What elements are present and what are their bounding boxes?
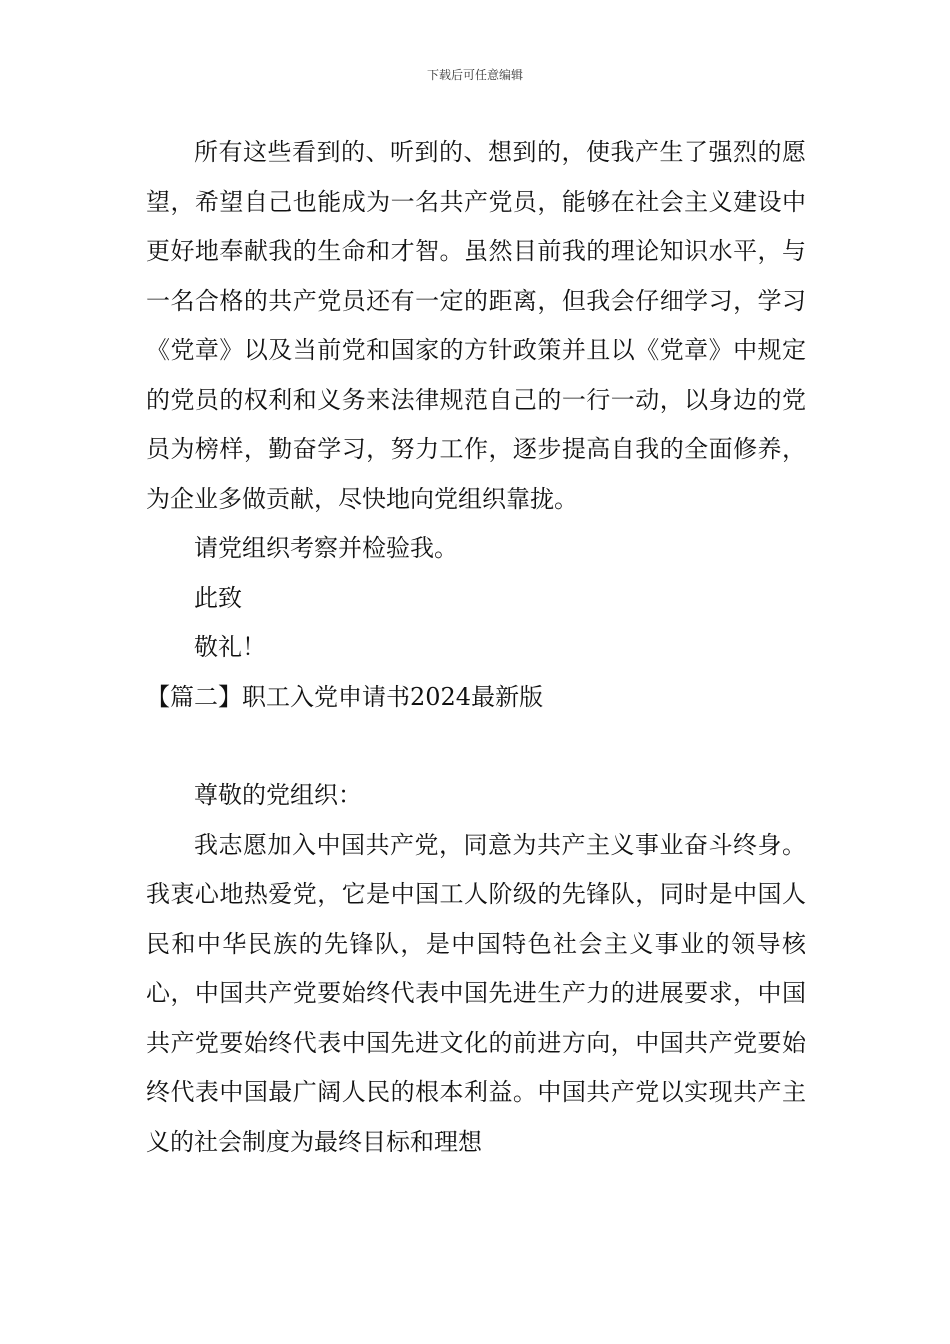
header-note: 下载后可任意编辑 — [426, 68, 523, 82]
paragraph-aspiration: 所有这些看到的、听到的、想到的，使我产生了强烈的愿望，希望自己也能成为一名共产党员，能够在社会主义建设中更好地奉献我的生命和才智。虽然目前我的理论知识水平，与一名合格的共产党员还有一定的距离，但我会仔细学习，学习《党章》以及当前党和国家的方针政策并且以《党章》中规定的党员的权利和义务来法律规范自己的一行一动，以身边的党员为榜样，勤奋学习，努力工作，逐步提高自我的全面修养，为企业多做贡献，尽快地向党组织靠拢。 — [146, 138, 806, 513]
paragraph-application: 我志愿加入中国共产党，同意为共产主义事业奋斗终身。我衷心地热爱党，它是中国工人阶级的先锋队，同时是中国人民和中华民族的先锋队，是中国特色社会主义事业的领导核心，中国共产党要始终代表中国先进生产力的进展要求，中国共产党要始终代表中国先进文化的前进方向，中国共产党要始终代表中国最广阔人民的根本利益。中国共产党以实现共产主义的社会制度为最终目标和理想 — [146, 830, 806, 1156]
closing-jingli: 敬礼！ — [194, 633, 266, 661]
salutation: 尊敬的党组织： — [194, 781, 362, 809]
section-heading: 【篇二】职工入党申请书2024最新版 — [146, 682, 544, 711]
blank-line — [146, 722, 806, 771]
document-body — [146, 128, 806, 1167]
closing-cizhi: 此致 — [194, 583, 242, 612]
paragraph-request: 请党组织考察并检验我。 — [194, 534, 458, 562]
